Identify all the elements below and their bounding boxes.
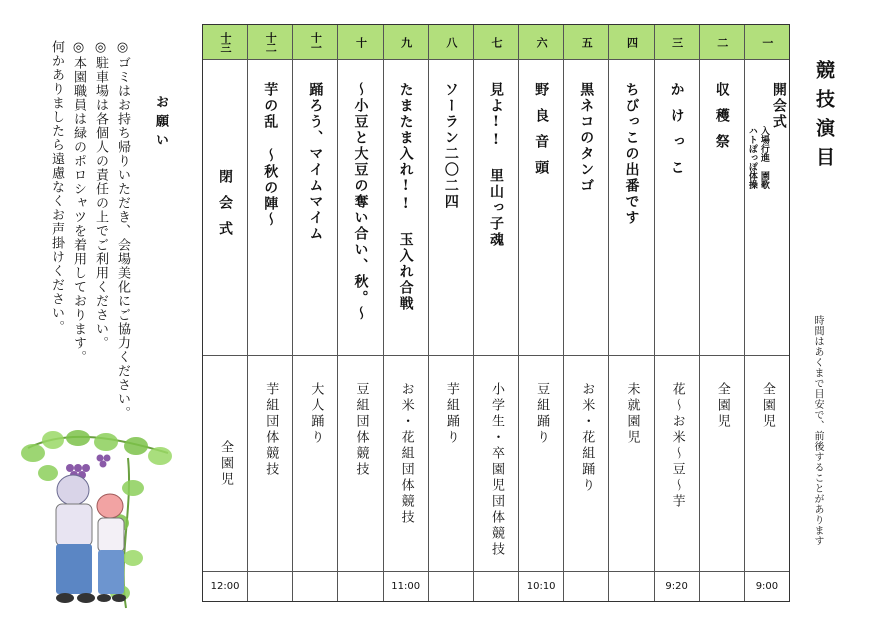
participant-cell xyxy=(429,356,473,572)
program-number: 四 xyxy=(609,25,653,60)
time-cell: 12:00 xyxy=(210,581,240,592)
vine-leaves xyxy=(21,430,172,608)
participant-group: お米・花組団体競技 xyxy=(398,382,414,526)
program-column xyxy=(608,25,653,601)
participant-group: 豆組踊り xyxy=(534,382,550,446)
event-title: かけっこ xyxy=(668,82,685,186)
program-number: 三 xyxy=(655,25,699,60)
time-cell xyxy=(248,572,292,601)
participant-cell xyxy=(338,356,382,572)
time-cell: 9:00 xyxy=(755,581,779,592)
participant-group: 小学生・卒園児団体競技 xyxy=(488,382,504,558)
event-title: ちびっこの出番です xyxy=(623,82,640,226)
time-cell: 11:00 xyxy=(391,581,421,592)
event-cell xyxy=(248,60,292,356)
program-number: 十二 xyxy=(248,25,292,60)
time-cell: 9:20 xyxy=(665,581,688,592)
program-number: 十三 xyxy=(203,25,247,60)
time-cell xyxy=(429,572,473,601)
program-number: 九 xyxy=(384,25,428,60)
event-cell xyxy=(203,60,247,356)
time-cell xyxy=(338,572,382,601)
notice-line: ◎ゴミはお持ち帰りいただき、会場美化にご協力ください。 xyxy=(115,40,130,420)
participant-cell xyxy=(293,356,337,572)
event-cell xyxy=(655,60,699,356)
participant-group: 未就園児 xyxy=(624,382,640,446)
participant-cell xyxy=(700,356,744,572)
program-number: 二 xyxy=(700,25,744,60)
child-left xyxy=(56,475,95,603)
participant-cell xyxy=(655,356,699,572)
participant-cell xyxy=(474,356,518,572)
participant-group: 全園児 xyxy=(218,439,234,488)
event-title: 開会式 xyxy=(770,82,787,130)
participant-cell xyxy=(248,356,292,572)
event-title: 閉会式 xyxy=(217,168,234,247)
participant-cell xyxy=(745,356,789,572)
notice-line: 何かありましたら遠慮なくお声掛けください。 xyxy=(49,40,64,334)
program-column xyxy=(383,25,428,601)
notice-line: ◎本園職員は緑のポロシャツを着用しております。 xyxy=(71,40,86,364)
program-column xyxy=(337,25,382,601)
event-title: 黒ネコのタンゴ xyxy=(578,82,595,194)
event-cell xyxy=(338,60,382,356)
event-cell xyxy=(384,60,428,356)
notice-title: お願い xyxy=(153,95,168,152)
child-right xyxy=(97,494,126,602)
program-number: 十 xyxy=(338,25,382,60)
event-title: ～小豆と大豆の奪い合い、秋。～ xyxy=(352,82,369,322)
event-title: 見よ!! 里山っ子魂 xyxy=(487,82,504,248)
event-title: 踊ろう、マイムマイム xyxy=(307,82,324,242)
event-cell xyxy=(609,60,653,356)
participant-cell xyxy=(519,356,563,572)
time-cell xyxy=(474,572,518,601)
time-cell: 10:10 xyxy=(526,581,556,592)
participant-group: 大人踊り xyxy=(308,382,324,446)
program-number: 七 xyxy=(474,25,518,60)
participant-cell xyxy=(609,356,653,572)
participant-group: 全園児 xyxy=(714,382,730,430)
program-number: 十一 xyxy=(293,25,337,60)
time-cell xyxy=(609,572,653,601)
program-column xyxy=(699,25,744,601)
participant-group: 芋組踊り xyxy=(443,382,459,446)
children-vine-illustration xyxy=(8,428,188,613)
event-cell xyxy=(519,60,563,356)
event-title: 芋の乱 ～秋の陣～ xyxy=(262,82,279,228)
program-column xyxy=(247,25,292,601)
program-column xyxy=(518,25,563,601)
program-column xyxy=(744,25,789,601)
event-cell xyxy=(429,60,473,356)
participant-group: 花～お米～豆～芋 xyxy=(669,382,685,510)
participant-cell xyxy=(564,356,608,572)
event-subtitle: 入場行進 園歌 xyxy=(758,126,769,189)
event-cell xyxy=(700,60,744,356)
program-column xyxy=(292,25,337,601)
event-title: ソーラン二〇二四 xyxy=(442,82,459,210)
time-cell xyxy=(293,572,337,601)
program-column xyxy=(654,25,699,601)
participant-group: お米・花組踊り xyxy=(579,382,595,494)
participant-cell xyxy=(203,356,247,572)
time-note: 時間はあくまで目安で、前後することがあります xyxy=(812,315,823,546)
event-cell xyxy=(474,60,518,356)
program-table xyxy=(202,24,790,602)
page-title: 競技演目 xyxy=(813,60,835,176)
program-column xyxy=(563,25,608,601)
notice-line: ◎駐車場は各個人の責任の上でご利用ください。 xyxy=(93,40,108,350)
program-column xyxy=(428,25,473,601)
participant-cell xyxy=(384,356,428,572)
participant-group: 全園児 xyxy=(759,382,775,430)
program-number: 六 xyxy=(519,25,563,60)
program-number: 一 xyxy=(745,25,789,60)
program-column xyxy=(473,25,518,601)
program-number: 五 xyxy=(564,25,608,60)
participant-group: 芋組団体競技 xyxy=(263,382,279,478)
event-title: 収穫祭 xyxy=(713,82,730,160)
event-title: 野良音頭 xyxy=(533,82,550,186)
event-cell xyxy=(745,60,789,356)
event-cell xyxy=(564,60,608,356)
notice-list xyxy=(47,40,131,440)
program-number: 八 xyxy=(429,25,473,60)
program-column xyxy=(203,25,247,601)
participant-group: 豆組団体競技 xyxy=(353,382,369,478)
event-cell xyxy=(293,60,337,356)
event-title: たまたま入れ!! 玉入れ合戦 xyxy=(397,82,414,312)
time-cell xyxy=(700,572,744,601)
event-subtitle: ハトぽっぽ体操 xyxy=(746,126,757,189)
time-cell xyxy=(564,572,608,601)
